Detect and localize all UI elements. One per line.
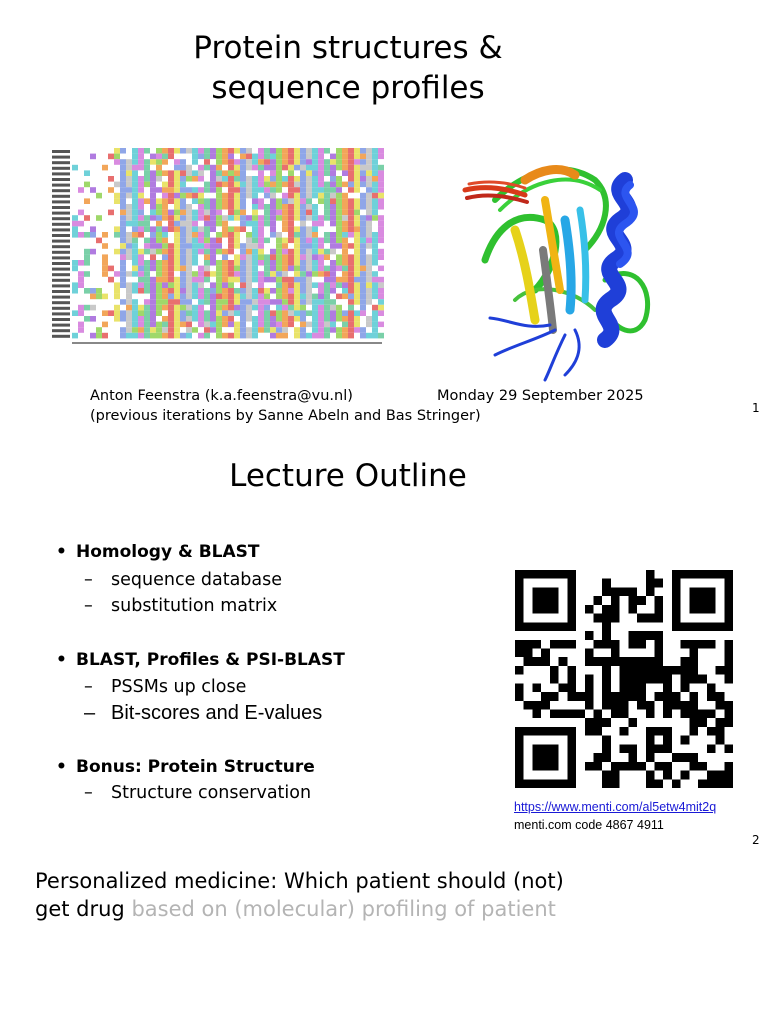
page-number-2: 2: [752, 833, 760, 847]
slide3-emphasis: get drug: [35, 897, 125, 921]
menti-code: menti.com code 4867 4911: [514, 818, 664, 832]
page-number-1: 1: [752, 401, 760, 415]
section-heading: Homology & BLAST: [76, 542, 260, 562]
bullet-icon: •: [56, 542, 67, 562]
section-heading: Bonus: Protein Structure: [76, 757, 315, 777]
bullet-icon: •: [56, 757, 67, 777]
outline-item: [84, 702, 322, 725]
menti-link[interactable]: https://www.menti.com/al5etw4mit2q: [514, 800, 717, 814]
slide2-title: Lecture Outline: [229, 458, 467, 494]
qr-code-icon[interactable]: [515, 570, 733, 788]
slide3-line-2: [35, 897, 556, 921]
outline-item: [84, 570, 282, 590]
outline-item: [84, 677, 246, 697]
dash-icon: –: [84, 596, 93, 616]
dash-icon: –: [84, 677, 93, 697]
bullet-icon: •: [56, 650, 67, 670]
lecture-date: Monday 29 September 2025: [437, 388, 644, 404]
item-label: Bit-scores and E-values: [111, 702, 323, 724]
dash-icon: –: [84, 570, 93, 590]
slide3-faded-text: based on (molecular) profiling of patient: [124, 897, 556, 921]
outline-item: [84, 596, 277, 616]
section-heading: BLAST, Profiles & PSI-BLAST: [76, 650, 345, 670]
outline-section-3: [56, 757, 315, 777]
outline-section-1: [56, 542, 260, 562]
item-label: substitution matrix: [111, 596, 278, 616]
dash-icon: –: [84, 783, 93, 803]
protein-structure-image: [455, 140, 680, 385]
outline-item: [84, 783, 311, 803]
sequence-alignment-image: [50, 146, 390, 356]
slide1-title: Protein structures & sequence profiles: [193, 30, 503, 106]
credits-line: (previous iterations by Sanne Abeln and Bas Stringer): [90, 408, 481, 424]
item-label: sequence database: [111, 570, 283, 590]
slide3-line-1: Personalized medicine: Which patient should (not): [35, 869, 564, 893]
item-label: PSSMs up close: [111, 677, 247, 697]
item-label: Structure conservation: [111, 783, 312, 803]
author-line: Anton Feenstra (k.a.feenstra@vu.nl): [90, 388, 353, 404]
dash-icon: –: [84, 702, 96, 724]
outline-section-2: [56, 650, 345, 670]
